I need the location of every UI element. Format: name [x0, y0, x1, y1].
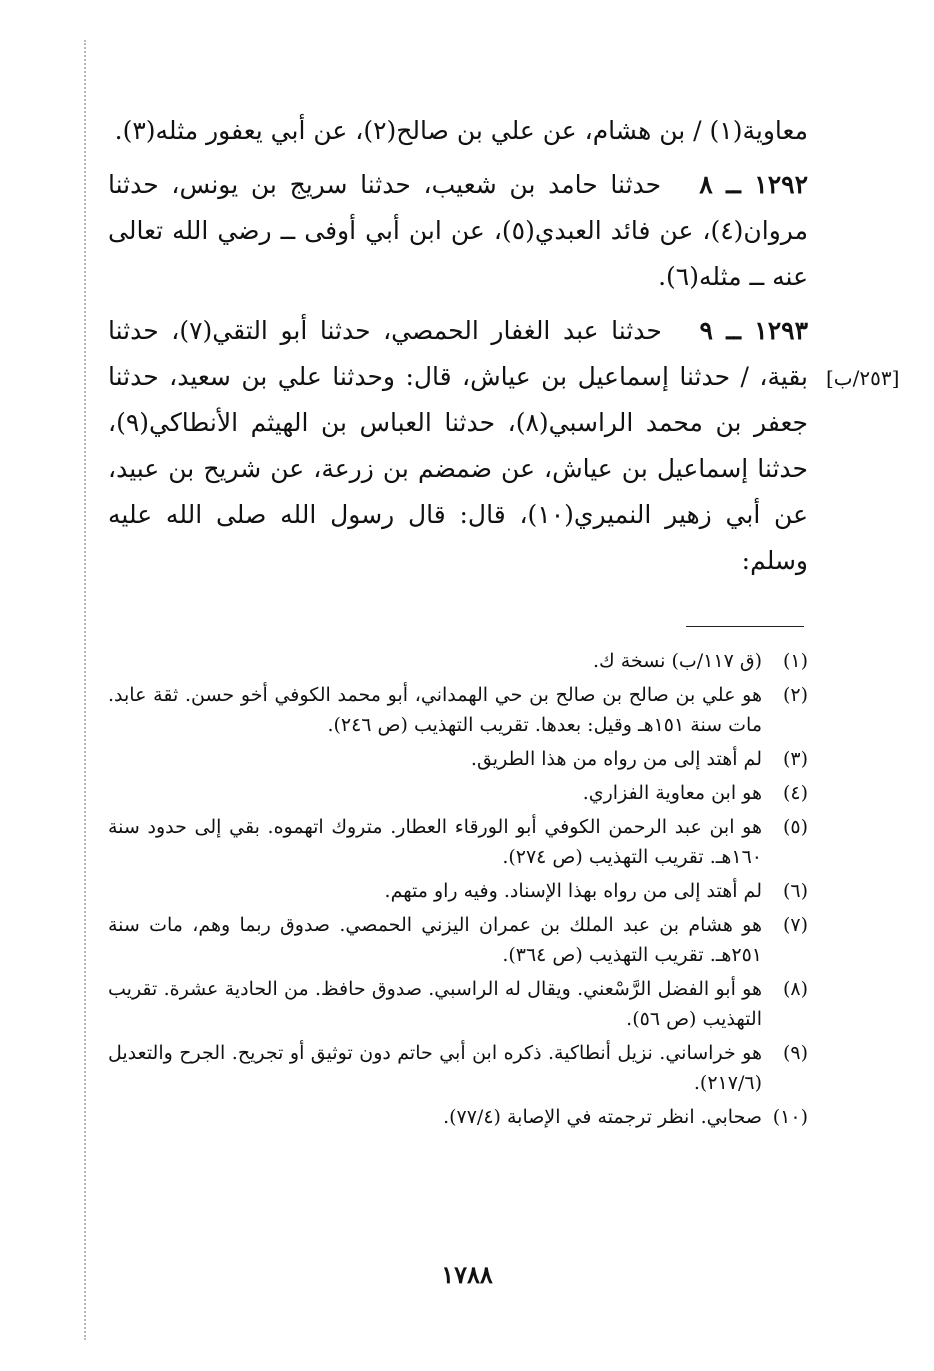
- footnote-text: (ق ١١٧/ب) نسخة ك.: [593, 650, 762, 672]
- footnote-number: (١٠): [772, 1106, 808, 1128]
- footnote-number: (٤): [782, 782, 808, 804]
- footnote-number: (٩): [782, 1042, 808, 1064]
- footnote: [108, 876, 808, 906]
- footnote: [108, 910, 808, 970]
- footnote-number: (٢): [782, 684, 808, 706]
- paragraph-1292: [108, 162, 808, 300]
- footnote-text: هو علي بن صالح بن صالح بن حي الهمداني، أبو محمد الكوفي أخو حسن. ثقة عابد. مات سنة ١٥١هـ وقيل: بعدها. تقريب التهذيب (ص ٢٤٦).: [108, 684, 762, 736]
- main-text: [108, 108, 808, 592]
- hadith-number-1293: ١٢٩٣ ــ ٩: [699, 316, 808, 345]
- footnote-text: هو ابن معاوية الفزاري.: [582, 782, 762, 804]
- footnote: [108, 1038, 808, 1098]
- footnote-number: (١): [782, 650, 808, 672]
- footnote: [108, 680, 808, 740]
- footnote-number: (٥): [782, 816, 808, 838]
- footnote-text: هو هشام بن عبد الملك بن عمران اليزني الحمصي. صدوق ربما وهم، مات سنة ٢٥١هـ. تقريب التهذيب (ص ٣٦٤).: [108, 914, 762, 966]
- paragraph-1293: [108, 308, 808, 584]
- footnote-number: (٦): [782, 880, 808, 902]
- footnote-text: لم أهتد إلى من رواه بهذا الإسناد. وفيه راو متهم.: [384, 880, 762, 902]
- manuscript-folio-marker: [٢٥٣/ب]: [826, 366, 900, 390]
- footnotes: [108, 646, 808, 1136]
- footnote: [108, 974, 808, 1034]
- footnote: [108, 1102, 808, 1132]
- hadith-text-1292: حدثنا حامد بن شعيب، حدثنا سريج بن يونس، حدثنا مروان(٤)، عن فائد العبدي(٥)، عن ابن أبي أوفى ــ رضي الله تعالى عنه ــ مثله(٦).: [108, 170, 808, 291]
- page-number: ١٧٨٨: [441, 1260, 493, 1289]
- footnote: [108, 744, 808, 774]
- scan-margin-dots: [84, 40, 86, 1340]
- paragraph-1: معاوية(١) / بن هشام، عن علي بن صالح(٢)، عن أبي يعفور مثله(٣).: [114, 116, 808, 145]
- footnote-text: هو ابن عبد الرحمن الكوفي أبو الورقاء العطار. متروك اتهموه. بقي إلى حدود سنة ١٦٠هـ. تقريب التهذيب (ص ٢٧٤).: [108, 816, 762, 868]
- footnote-number: (٧): [782, 914, 808, 936]
- footnote: [108, 646, 808, 676]
- footnote-text: هو أبو الفضل الرَّسْعني. ويقال له الراسبي. صدوق حافظ. من الحادية عشرة. تقريب التهذيب (ص ٥٦).: [108, 978, 762, 1030]
- footnote: [108, 812, 808, 872]
- hadith-number-1292: ١٢٩٢ ــ ٨: [699, 170, 808, 199]
- footnote-number: (٣): [782, 748, 808, 770]
- footnote-text: لم أهتد إلى من رواه من هذا الطريق.: [470, 748, 762, 770]
- footnote-text: هو خراساني. نزيل أنطاكية. ذكره ابن أبي حاتم دون توثيق أو تجريح. الجرح والتعديل (٢١٧/٦).: [108, 1042, 762, 1094]
- footnote-number: (٨): [782, 978, 808, 1000]
- footnote-separator: [686, 626, 804, 627]
- footnote-text: صحابي. انظر ترجمته في الإصابة (٧٧/٤).: [443, 1106, 762, 1128]
- hadith-text-1293: حدثنا عبد الغفار الحمصي، حدثنا أبو التقي(٧)، حدثنا بقية، / حدثنا إسماعيل بن عياش، قال: وحدثنا علي بن سعيد، حدثنا جعفر بن محمد الراسبي(٨)، حدثنا العباس بن الهيثم الأنطاكي(٩)، حدثنا إسماعيل بن عياش، عن ضمضم بن زرعة، عن شريح بن عبيد، عن أبي زهير النميري(١٠)، قال: قال رسول الله صلى الله عليه وسلم:: [108, 316, 809, 575]
- footnote: [108, 778, 808, 808]
